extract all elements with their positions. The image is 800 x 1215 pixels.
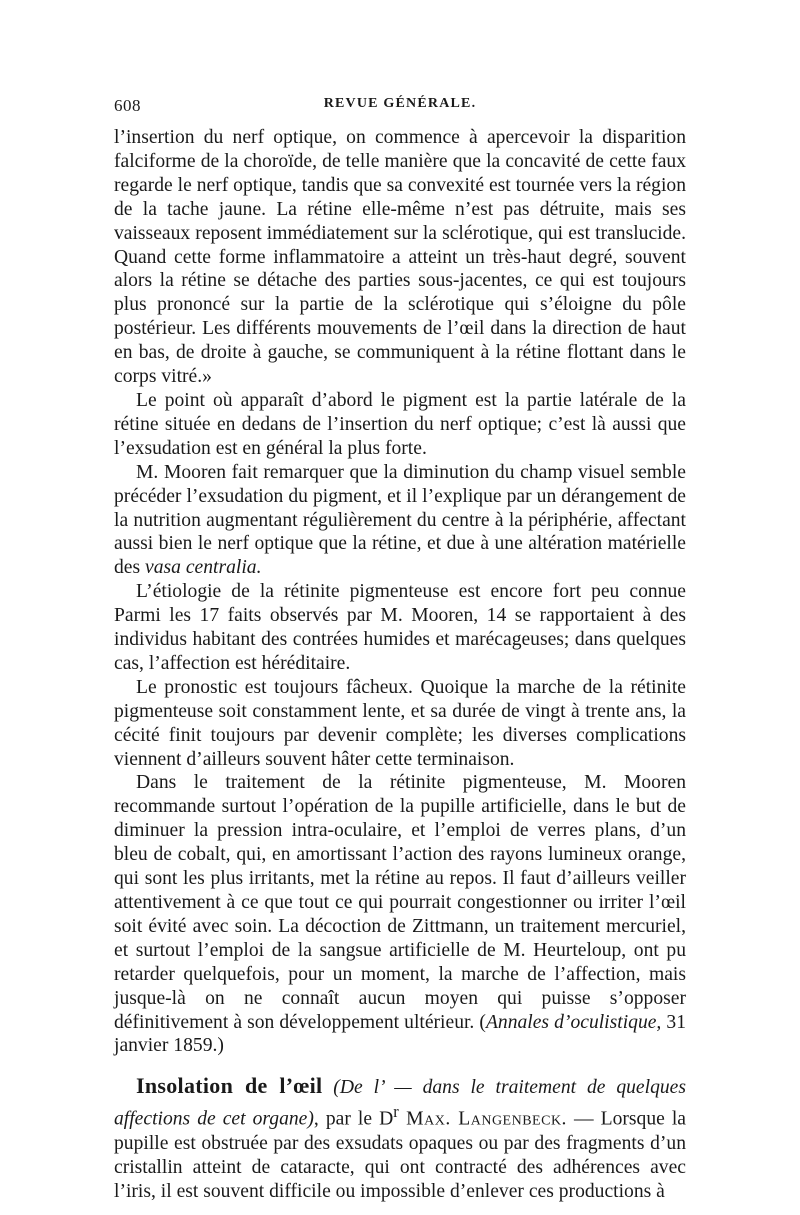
paragraph-continuation: l’insertion du nerf optique, on commence à apercevoir la disparition falciforme de la choroïde, de telle manière que la concavité de cette faux regarde le nerf optique, tandis que sa convexité est tournée vers la région de la tache jaune. La rétine elle-même n’est pas détruite, mais ses vaisseaux reposent immédiatement sur la sclérotique, qui est translucide. Quand cette forme inflammatoire a atteint un très-haut degré, souvent alors la rétine se détache des parties sous-jacentes, ce qui est toujours plus prononcé sur la partie de la sclérotique qui s’éloigne du pôle postérieur. Les différents mouvements de l’œil dans la direction de haut en bas, de droite à gauche, se communiquent à la rétine flottant dans le corps vitré.» [114,127,686,388]
italic-term: vasa centralia. [145,557,262,579]
author-name: Max. Langenbeck. [398,1108,567,1130]
paragraph-treatment [114,771,686,1058]
doctor-superscript: r [393,1102,399,1122]
page-number: 608 [114,96,141,115]
document-page [114,96,686,1203]
paragraph-etiology: L’étiologie de la rétinite pigmenteuse est encore fort peu connue Parmi les 17 faits observés par M. Mooren, 14 se rapportaient à des individus habitant des contrées humides et marécageuses; dans quelques cas, l’affection est héréditaire. [114,581,686,674]
running-title: REVUE GÉNÉRALE. [323,96,477,111]
paragraph-prognosis: Le pronostic est toujours fâcheux. Quoique la marche de la rétinite pigmenteuse soit constamment lente, et sa durée de vingt à trente ans, la cécité finit toujours par devenir complète; les diverses complications viennent d’ailleurs souvent hâter cette terminaison. [114,676,686,770]
section-text: , par le D [313,1108,394,1130]
paragraph-text: M. Mooren fait remarquer que la diminution du champ visuel semble précéder l’exsudation du pigment, et il l’explique par un dérangement de la nutrition augmentant régulièrement du centre à la périphérie, affectant aussi bien le nerf optique que la rétine, et due à une altération matérielle des [114,461,686,579]
paragraph-text: Dans le traitement de la rétinite pigmenteuse, M. Mooren recommande surtout l’opération de la pupille artificielle, dans le but de diminuer la pression intra-oculaire, et l’emploi de verres plans, d’un bleu de cobalt, qui, en amortissant l’action des rayons lumineux orange, qui sont les plus irritants, met la rétine au repos. Il faut d’ailleurs veiller attentivement à ce que tout ce qui pourrait congestionner ou irriter l’œil soit évité avec soin. La décoction de Zittmann, un traitement mercuriel, et surtout l’emploi de la sangsue artificielle de M. Heurteloup, ont pu retarder quelquefois, pour un moment, la marche de l’affection, mais jusque-là on ne connaît aucun moyen qui puisse s’opposer définitivement à son développement ultérieur. ( [114,772,686,1033]
paragraph-mooren-remark [114,461,686,581]
section-separator [114,1058,686,1074]
section-subtitle: (De l’ — dans le traitement de quelques affections de cet organe) [114,1077,686,1130]
section-title: Insolation de l’œil [136,1073,323,1099]
page-header [114,96,686,118]
paragraph-pigment-origin: Le point où apparaît d’abord le pigment est la partie latérale de la rétine située en dedans de l’insertion du nerf optique; c’est là aussi que l’exsudation est en général la plus forte. [114,389,686,459]
section-body: — Lorsque la pupille est obstruée par des exsudats opaques ou par des fragments d’un cristallin atteint de cataracte, qui ont contracté des adhérences avec l’iris, il est souvent difficile ou impossible d’enlever ces productions à [114,1108,686,1202]
section-insolation [114,1074,686,1203]
citation-date: 31 janvier 1859.) [114,1011,687,1057]
journal-citation: Annales d’oculistique, [485,1011,662,1033]
body-text [114,126,686,1203]
